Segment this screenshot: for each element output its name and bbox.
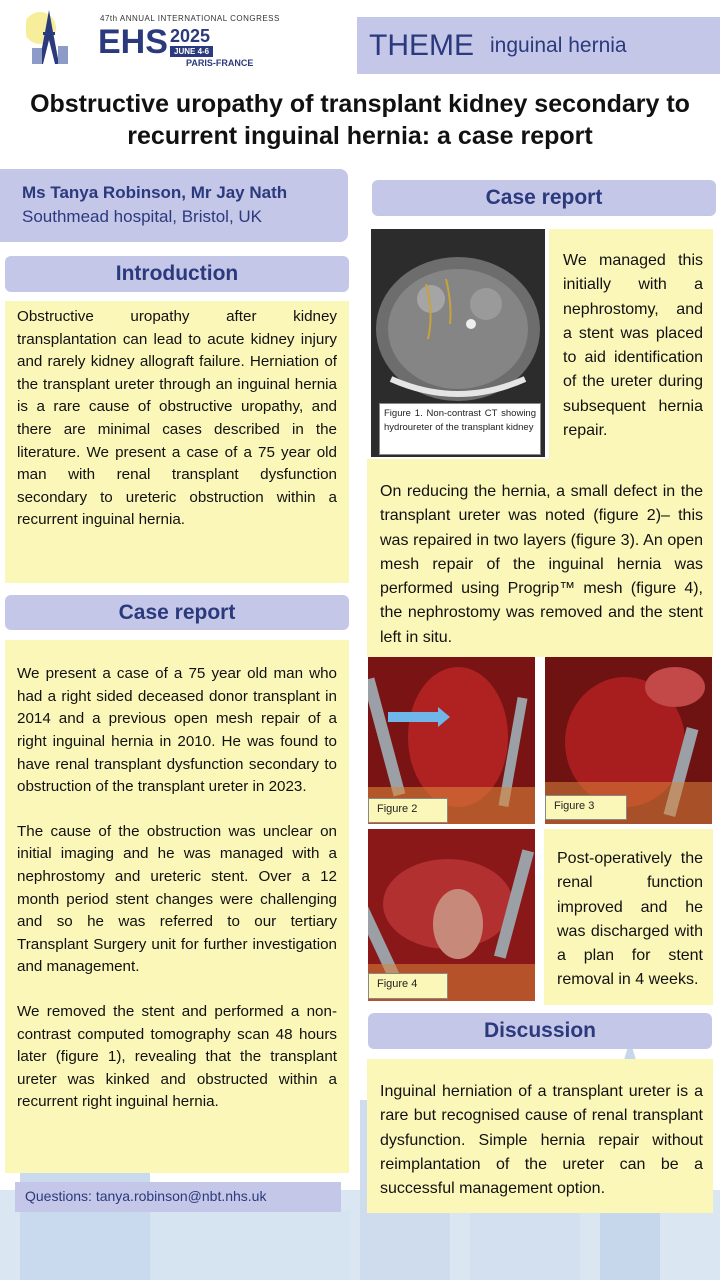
title-line-1: Obstructive uropathy of transplant kidney secondary to xyxy=(30,90,690,118)
introduction-text: Obstructive uropathy after kidney transplantation can lead to acute kidney injury and rarely kidney allograft failure. Herniation of the transplant ureter through an inguinal hernia is a rare cause of obstructive uropathy, and there are minimal cases described in the literature. We present a case of a 75 year old man with renal transplant dysfunction secondary to ureteric obstruction within a recurrent inguinal hernia. xyxy=(17,308,337,529)
figure-2-label: Figure 2 xyxy=(368,798,448,823)
post-op-text: Post-operatively the renal function improved and he was discharged with a plan for stent removal in 4 weeks. xyxy=(557,850,703,989)
congress-year: 2025 xyxy=(170,26,211,46)
author-affiliation: Southmead hospital, Bristol, UK xyxy=(22,207,263,226)
figure-3-photo xyxy=(545,657,712,824)
discussion-header: Discussion xyxy=(368,1013,712,1049)
figure-4-photo xyxy=(368,829,535,1001)
introduction-header: Introduction xyxy=(5,256,349,292)
title-line-2: recurrent inguinal hernia: a case report xyxy=(127,122,593,150)
case-report-header-left: Case report xyxy=(5,595,349,630)
case-right-side-box xyxy=(549,229,713,459)
post-op-box xyxy=(544,829,713,1005)
questions-box xyxy=(15,1182,341,1212)
discussion-text: Inguinal herniation of a transplant ureter is a rare but recognised cause of renal transplant dysfunction. Simple hernia repair without reimplantation of the ureter can be a successful management option. xyxy=(380,1083,703,1198)
congress-dates: JUNE 4-6 xyxy=(170,46,213,57)
questions-email[interactable]: Questions: tanya.robinson@nbt.nhs.uk xyxy=(25,1188,267,1204)
case-report-box-left xyxy=(5,640,349,1173)
congress-place: PARIS-FRANCE xyxy=(186,58,254,68)
case-right-side-text: We managed this initially with a nephrostomy, and a stent was placed to aid identification of the ureter during subsequent hernia repair. xyxy=(563,252,703,440)
figure-1-caption: Figure 1. Non-contrast CT showing hydroureter of the transplant kidney xyxy=(379,403,541,455)
case-right-main-text: On reducing the hernia, a small defect in the transplant ureter was noted (figure 2)– this was repaired in two layers (figure 3). An open mesh repair of the inguinal hernia was performed using Progrip™ mesh (figure 4), the nephrostomy was removed and the stent left in situ. xyxy=(380,483,703,646)
author-names: Ms Tanya Robinson, Mr Jay Nath xyxy=(22,183,288,202)
case-paragraph-3: We removed the stent and performed a non-contrast computed tomography scan 48 hours later (figure 1), revealing that the transplant ureter was kinked and obstructed within a recurrent right inguinal hernia. xyxy=(17,1002,337,1111)
congress-logo xyxy=(20,4,280,70)
theme-label: THEME xyxy=(369,28,474,62)
poster-title xyxy=(0,88,720,152)
theme-banner xyxy=(357,17,720,74)
figure-1-ct-image xyxy=(371,229,545,457)
figure-3-label: Figure 3 xyxy=(545,795,627,820)
congress-line: 47th ANNUAL INTERNATIONAL CONGRESS xyxy=(100,14,280,23)
introduction-box xyxy=(5,301,349,583)
case-right-main-box xyxy=(367,459,713,657)
case-report-header-right: Case report xyxy=(372,180,716,216)
theme-value: inguinal hernia xyxy=(490,33,627,57)
congress-acronym: EHS xyxy=(98,23,168,61)
authors-box xyxy=(0,169,348,242)
case-paragraph-1: We present a case of a 75 year old man who had a right sided deceased donor transplant in 2014 and a previous open mesh repair of a right inguinal hernia in 2010. He was found to have renal transplant dysfunction secondary to obstruction of the transplant ureter in 2023. xyxy=(17,665,337,796)
figure-4-label: Figure 4 xyxy=(368,973,448,999)
discussion-box xyxy=(367,1059,713,1213)
figure-2-photo xyxy=(368,657,535,824)
eiffel-tower-icon xyxy=(26,8,72,66)
case-paragraph-2: The cause of the obstruction was unclear on initial imaging and he was managed with a nephrostomy and ureteric stent. Over a 12 month period stent changes were challenging and so he was referred to our tertiary Transplant Surgery unit for further investigation and management. xyxy=(17,822,337,976)
